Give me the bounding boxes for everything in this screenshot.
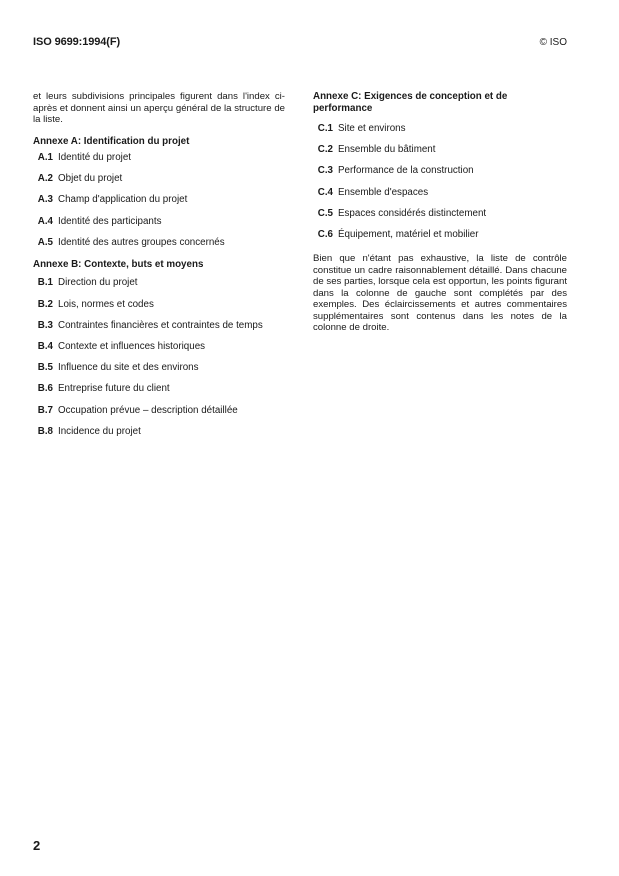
item-text: Espaces considérés distinctement (338, 207, 487, 219)
item-text: Identité des participants (58, 215, 162, 227)
item-number: B.4 (37, 341, 53, 352)
list-item (33, 383, 285, 404)
list-item (33, 152, 285, 173)
list-item (33, 362, 285, 383)
item-number: C.4 (317, 186, 333, 198)
list-item (33, 237, 285, 258)
left-column (33, 91, 285, 447)
item-text: Incidence du projet (58, 425, 141, 437)
item-text: Performance de la construction (338, 165, 474, 177)
list-item (313, 208, 567, 229)
item-number: A.4 (37, 215, 53, 227)
item-text: Occupation prévue – description détaillée (58, 404, 238, 416)
annex-b-list (33, 277, 285, 447)
list-item (33, 341, 285, 362)
right-column (313, 91, 567, 334)
annex-c-heading: Annexe C: Exigences de conception et de performance (313, 91, 508, 114)
page-number: 2 (33, 838, 41, 853)
item-text: Ensemble d'espaces (338, 186, 429, 198)
item-number: C.6 (317, 228, 333, 240)
item-number: C.3 (317, 165, 333, 177)
list-item (33, 299, 285, 320)
item-number: B.7 (37, 404, 53, 416)
item-number: B.8 (37, 425, 53, 437)
item-number: B.3 (37, 319, 53, 331)
item-number: B.6 (37, 383, 53, 395)
item-number: A.3 (37, 194, 53, 206)
annex-a-list (33, 152, 285, 258)
copyright-notice: © ISO (539, 37, 567, 48)
item-text: Entreprise future du client (58, 383, 170, 395)
item-number: C.1 (317, 123, 333, 134)
closing-paragraph: Bien que n'étant pas exhaustive, la liste de contrôle constitue un cadre raisonnablement détaillé. Dans chacune de ses parties, lorsque cela est opportun, les points figurant dans la colonne de gauche sont complétés par des exemples. Des éclaircissements et autres commentaires supplémentaires sont contenus dans les notes de la colonne de droite. (313, 253, 567, 334)
item-text: Ensemble du bâtiment (338, 144, 436, 156)
item-number: A.2 (37, 173, 53, 185)
item-number: C.2 (317, 144, 333, 156)
item-text: Objet du projet (58, 173, 123, 185)
item-text: Identité du projet (58, 152, 131, 163)
item-text: Site et environs (338, 123, 406, 134)
list-item (33, 277, 285, 298)
item-text: Contexte et influences historiques (58, 341, 206, 352)
item-number: C.5 (317, 207, 333, 219)
annex-a-heading: Annexe A: Identification du projet (33, 135, 190, 147)
annex-b-heading: Annexe B: Contexte, buts et moyens (33, 258, 204, 270)
standard-identifier: ISO 9699:1994(F) (33, 36, 121, 48)
list-item (33, 405, 285, 426)
list-item (313, 165, 567, 186)
list-item (33, 173, 285, 194)
item-text: Équipement, matériel et mobilier (338, 228, 479, 240)
list-item (313, 144, 567, 165)
item-number: A.5 (37, 236, 53, 248)
list-item (313, 123, 567, 144)
item-text: Direction du projet (58, 277, 138, 289)
item-number: B.2 (37, 298, 53, 310)
item-text: Identité des autres groupes concernés (58, 236, 225, 248)
annex-c-list (313, 123, 567, 250)
list-item (33, 320, 285, 341)
item-number: B.5 (37, 362, 53, 374)
list-item (313, 187, 567, 208)
item-text: Influence du site et des environs (58, 362, 199, 374)
item-number: B.1 (37, 277, 53, 289)
item-text: Champ d'application du projet (58, 194, 188, 206)
list-item (33, 426, 285, 447)
intro-paragraph: et leurs subdivisions principales figurent dans l'index ci-après et donnent ainsi un aperçu général de la structure de la liste. (33, 91, 285, 125)
item-number: A.1 (37, 152, 53, 163)
list-item (33, 216, 285, 237)
list-item (33, 194, 285, 215)
item-text: Contraintes financières et contraintes de temps (58, 319, 263, 331)
list-item (313, 229, 567, 250)
item-text: Lois, normes et codes (58, 298, 154, 310)
